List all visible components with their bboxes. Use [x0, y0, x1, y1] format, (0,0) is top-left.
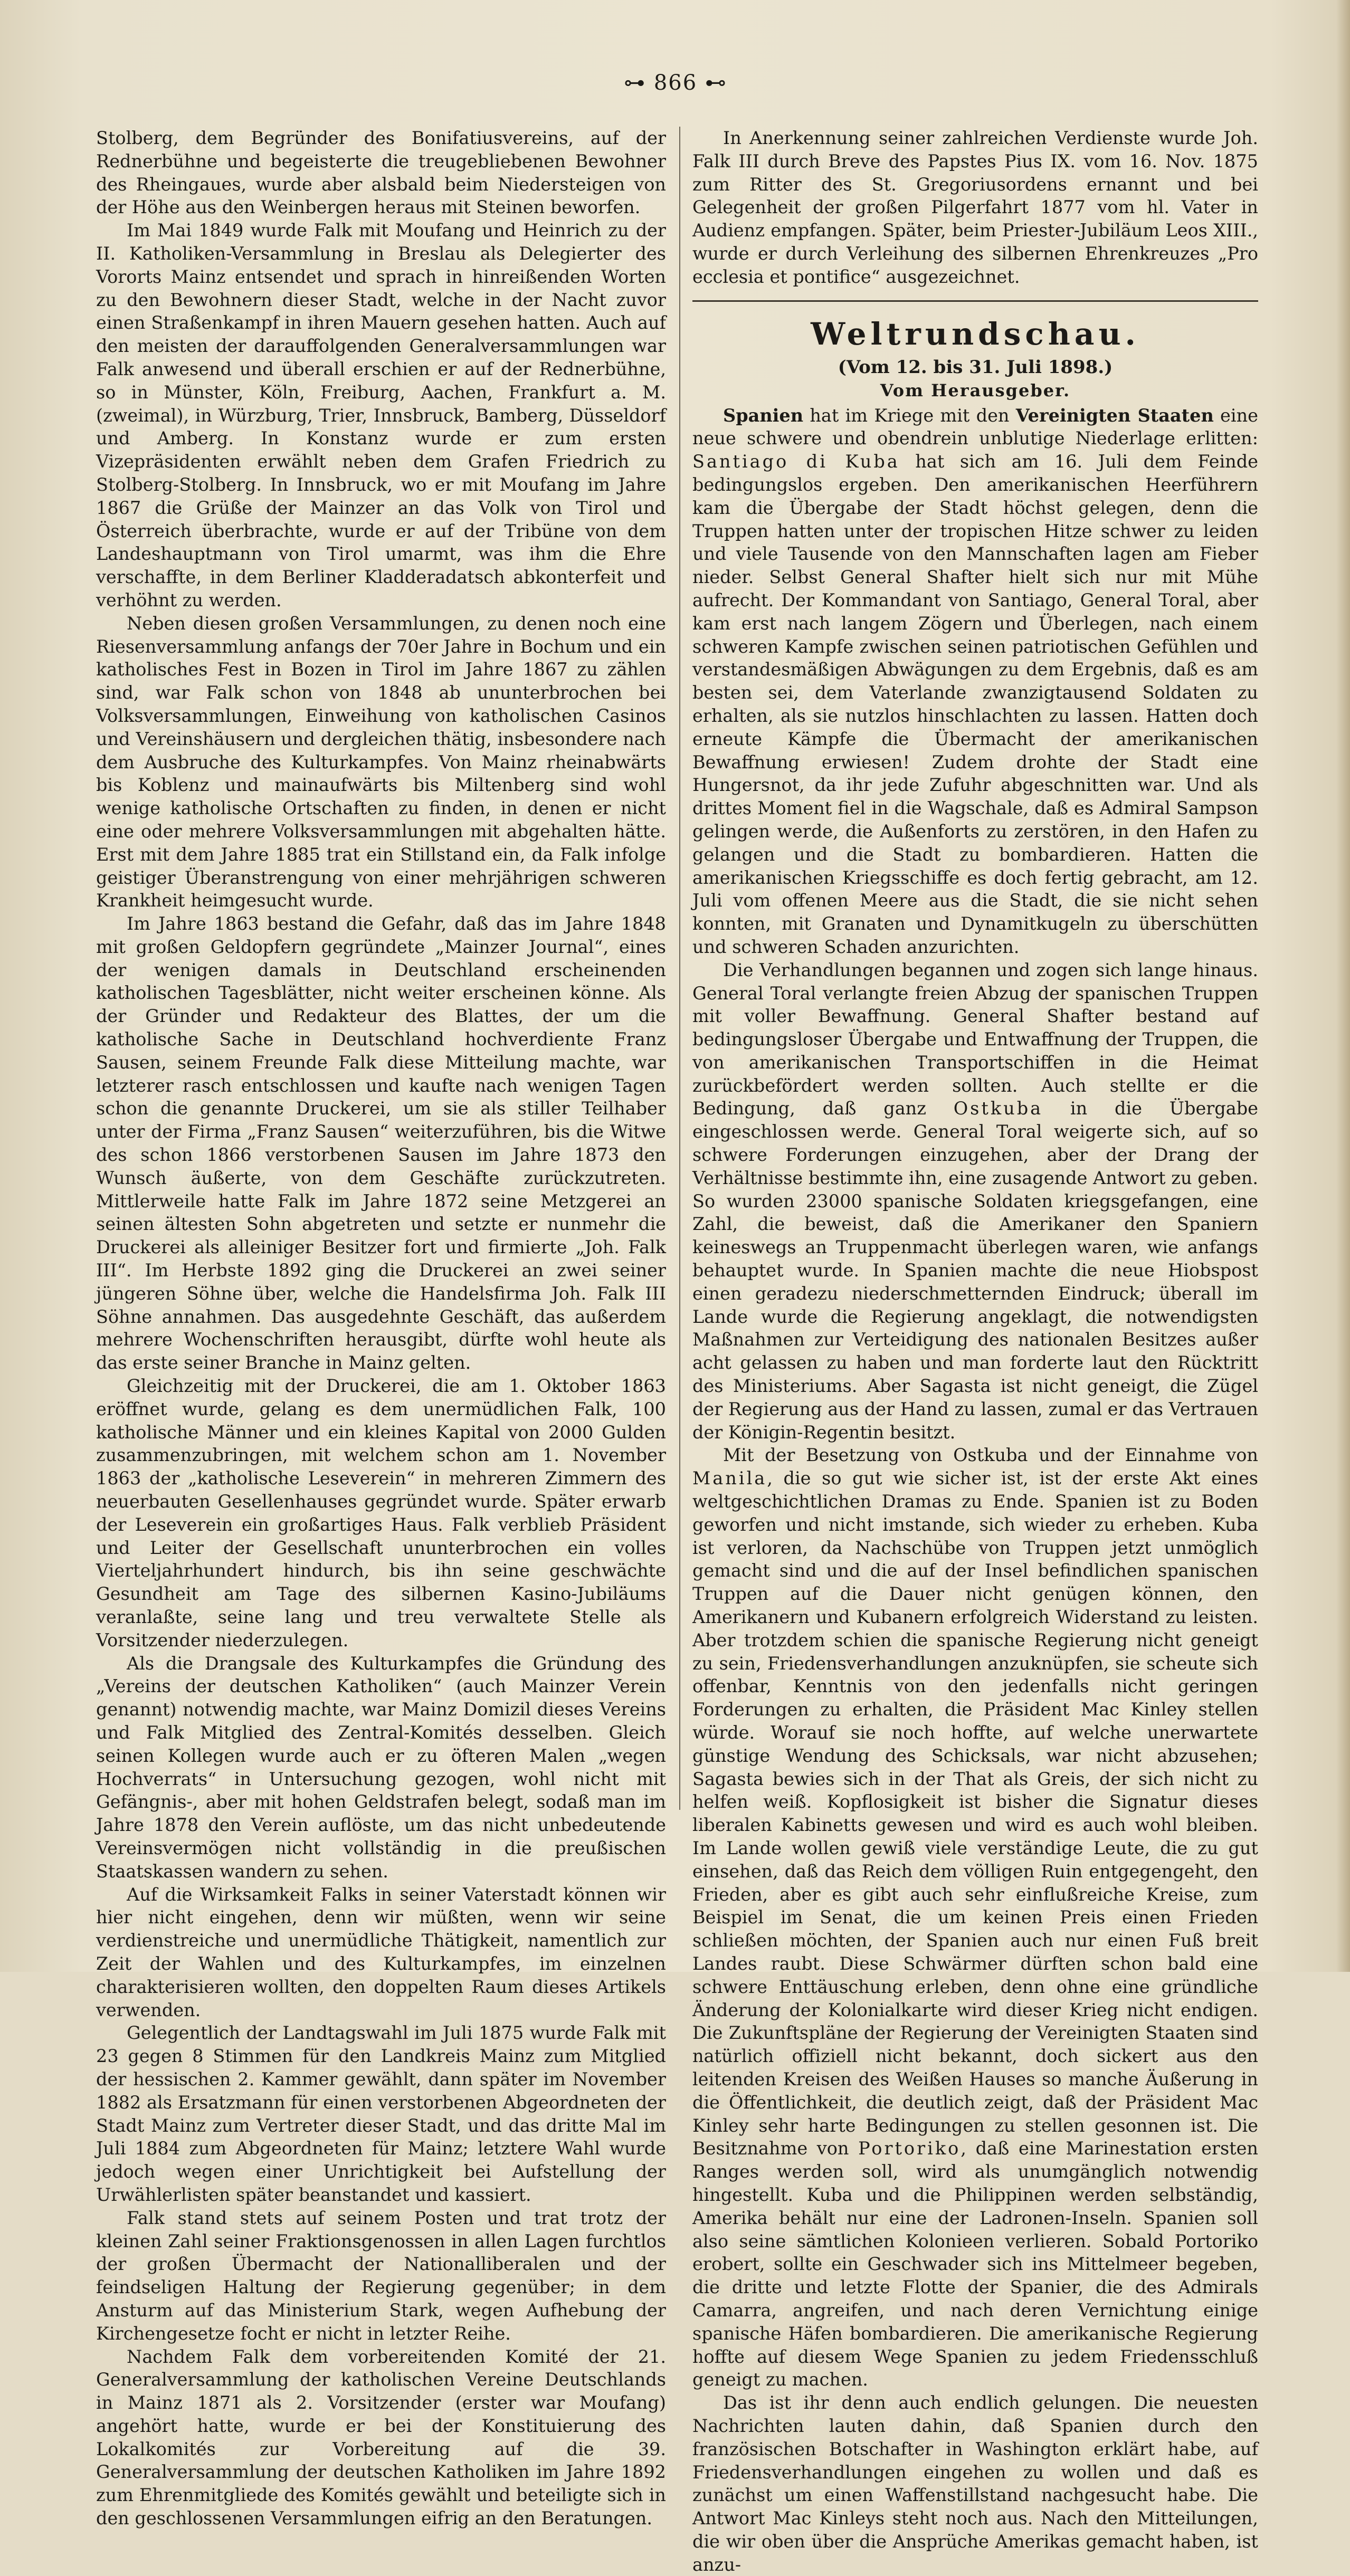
text-run: hat im Kriege mit den: [803, 405, 1016, 426]
right-column: [692, 127, 1259, 2575]
text-run: in die Übergabe eingeschlossen werde. General Toral weigerte sich, auf so schwere Forderungen einzugehen, aber der Drang der Verhältnisse bestimmte ihn, eine zusagende Antwort zu geben. So wurden 23000 spanische Soldaten kriegsgefangen, eine Zahl, die beweist, daß die Amerikaner den Spaniern keineswegs an Truppenmacht überlegen waren, wie anfangs behauptet wurde. In Spanien machte die neue Hiobspost einen geradezu niederschmetternden Eindruck; überall im Lande wurde die Regierung angeklagt, die notwendigsten Maßnahmen zur Verteidigung des nationalen Besitzes außer acht gelassen zu haben und man forderte laut den Rücktritt des Ministeriums. Aber Sagasta ist nicht geneigt, die Zügel der Regierung aus der Hand zu lassen, zumal er das Vertrauen der Königin-Regentin besitzt.: [692, 1098, 1258, 1443]
paragraph: Stolberg, dem Begründer des Bonifatiusvereins, auf der Rednerbühne und begeisterte die treugebliebenen Bewohner des Rheingaues, wurde aber alsbald beim Niedersteigen von der Höhe aus den Weinbergen heraus mit Steinen beworfen.: [96, 128, 666, 218]
country-usa: Vereinigten Staaten: [1015, 405, 1214, 426]
paragraph: In Anerkennung seiner zahlreichen Verdienste wurde Joh. Falk III durch Breve des Papstes Pius IX. vom 16. Nov. 1875 zum Ritter des St. Gregoriusordens ernannt und bei Gelegenheit der großen Pilgerfahrt 1877 vom hl. Vater in Audienz empfangen. Später, beim Priester-Jubiläum Leos XIII., wurde er durch Verleihung des silbernen Ehrenkreuzes „Pro ecclesia et pontifice“ ausgezeichnet.: [692, 128, 1258, 287]
paragraph: Gleichzeitig mit der Druckerei, die am 1. Oktober 1863 eröffnet wurde, gelang es dem unermüdlichen Falk, 100 katholische Männer und ein kleines Kapital von 2000 Gulden zusammenzubringen, mit welchem schon am 1. November 1863 der „katholische Leseverein“ in mehreren Zimmern des neuerbauten Gesellenhauses gegründet wurde. Später erwarb der Leseverein ein großartiges Haus. Falk verblieb Präsident und Leiter der Gesellschaft ununterbrochen ein volles Vierteljahrhundert hindurch, bis ihn seine geschwächte Gesundheit am Tage des silbernen Kasino-Jubiläums veranlaßte, seine lang und treu verwaltete Stelle als Vorsitzender niederzulegen.: [96, 1376, 666, 1650]
paragraph: Gelegentlich der Landtagswahl im Juli 1875 wurde Falk mit 23 gegen 8 Stimmen für den Landkreis Mainz zum Mitglied der hessischen 2. Kammer gewählt, dann später im November 1882 als Ersatzmann für einen verstorbenen Abgeordneten der Stadt Mainz zum Vertreter dieser Stadt, und das dritte Mal im Juli 1884 zum Abgeordneten für Mainz; letztere Wahl wurde jedoch wegen einer Unrichtigkeit bei Aufstellung der Urwählerlisten später beanstandet und kassiert.: [96, 2022, 666, 2205]
section-rule: [692, 300, 1258, 302]
city-santiago: Santiago di Kuba: [692, 451, 900, 472]
page-number: ⊶ 866 ⊷: [624, 71, 727, 95]
paragraph: Das ist ihr denn auch endlich gelungen. Die neuesten Nachrichten lauten dahin, daß Spanien durch den französischen Botschafter in Washington erklärt habe, auf Friedensverhandlungen eingehen zu wollen und daß es zunächst um einen Waffenstillstand nachgesucht habe. Die Antwort Mac Kinleys steht noch aus. Nach den Mitteilungen, die wir oben über die Ansprüche Amerikas gemacht haben, ist anzu-: [692, 2392, 1258, 2575]
paragraph: [692, 404, 1258, 959]
city-manila: Manila: [692, 1468, 767, 1489]
country-spain: Spanien: [723, 405, 804, 426]
paragraph: [692, 959, 1258, 1444]
left-column: [96, 127, 666, 2529]
paragraph: Im Mai 1849 wurde Falk mit Moufang und Heinrich zu der II. Katholiken-Versammlung in Breslau als Delegierter des Vororts Mainz entsendet und sprach in hinreißenden Worten zu den Bewohnern dieser Stadt, welche in der Nacht zuvor einen Straßenkampf in ihren Mauern gesehen hatten. Auch auf den meisten der darauffolgenden Generalversammlungen war Falk anwesend und überall erschien er auf der Rednerbühne, so in Münster, Köln, Freiburg, Aachen, Frankfurt a. M. (zweimal), in Würzburg, Trier, Innsbruck, Bamberg, Düsseldorf und Amberg. In Konstanz wurde er zum ersten Vizepräsidenten erwählt neben dem Grafen Friedrich zu Stolberg-Stolberg. In Innsbruck, wo er mit Moufang im Jahre 1867 die Grüße der Mainzer an das Volk von Tirol und Österreich überbrachte, wurde er auf der Tribüne von dem Landeshauptmann von Tirol umarmt, was ihm die Ehre verschaffte, in dem Berliner Kladderadatsch abkonterfeit und verhöhnt zu werden.: [96, 220, 666, 610]
paragraph: Als die Drangsale des Kulturkampfes die Gründung des „Vereins der deutschen Katholiken“ (auch Mainzer Verein genannt) notwendig machte, war Mainz Domizil dieses Vereins und Falk Mitglied des Zentral-Komités desselben. Gleich seinen Kollegen wurde auch er zu öfteren Malen „wegen Hochverrats“ in Untersuchung gezogen, wohl nicht mit Gefängnis-, aber mit hohen Geldstrafen belegt, sodaß man im Jahre 1878 den Verein auflöste, um das nicht unbedeutende Vereinsvermögen nicht vollständig in die preußischen Staatskassen wandern zu sehen.: [96, 1653, 666, 1882]
text-run: Die Verhandlungen begannen und zogen sich lange hinaus. General Toral verlangte freien Abzug der spanischen Truppen mit voller Bewaffnung. General Shafter bestand auf bedingungsloser Übergabe und Entwaffnung der Truppen, die von amerikanischen Transportschiffen in die Heimat zurückbefördert werden sollten. Auch stellte er die Bedingung, daß ganz: [692, 959, 1258, 1119]
island-portoriko: Portoriko: [858, 2138, 961, 2159]
paragraph: [692, 1444, 1258, 2391]
paragraph: Im Jahre 1863 bestand die Gefahr, daß das im Jahre 1848 mit großen Geldopfern gegründete „Mainzer Journal“, eines der wenigen damals in Deutschland erscheinenden katholischen Tagesblätter, nicht weiter erscheinen könne. Als der Gründer und Redakteur des Blattes, der um die katholische Sache in Deutschland hochverdiente Franz Sausen, seinem Freunde Falk diese Mitteilung machte, war letzterer rasch entschlossen und kaufte nach wenigen Tagen schon die genannte Druckerei, um sie als stiller Teilhaber unter der Firma „Franz Sausen“ weiterzuführen, bis die Witwe des schon 1866 verstorbenen Sausen im Jahre 1873 den Wunsch äußerte, von dem Geschäfte zurückzutreten. Mittlerweile hatte Falk im Jahre 1872 seine Metzgerei an seinen ältesten Sohn abgetreten und setzte er nunmehr die Druckerei als alleiniger Besitzer fort und firmierte „Joh. Falk III“. Im Herbste 1892 ging die Druckerei an zwei seiner jüngeren Söhne über, welche die Handelsfirma Joh. Falk III Söhne annahmen. Das ausgedehnte Geschäft, das außerdem mehrere Wochenschriften herausgibt, dürfte wohl heute als das erste seiner Branche in Mainz gelten.: [96, 913, 666, 1373]
section-title: Weltrundschau.: [811, 316, 1140, 352]
paragraph: Auf die Wirksamkeit Falks in seiner Vaterstadt können wir hier nicht eingehen, denn wir müßten, wenn wir seine verdienstreiche und unermüdliche Thätigkeit, namentlich zur Zeit der Wahlen und des Kulturkampfes, im einzelnen charakterisieren wollten, den doppelten Raum dieses Artikels verwenden.: [96, 1884, 666, 2020]
paragraph: Neben diesen großen Versammlungen, zu denen noch eine Riesenversammlung anfangs der 70er Jahre in Bochum und ein katholisches Fest in Bozen in Tirol im Jahre 1867 zu zählen sind, war Falk schon von 1848 ab ununterbrochen bei Volksversammlungen, Einweihung von katholischen Casinos und Vereinshäusern und dergleichen thätig, insbesondere nach dem Ausbruche des Kulturkampfes. Von Mainz rheinabwärts bis Koblenz und mainaufwärts bis Miltenberg sind wohl wenige katholische Ortschaften zu finden, in denen er nicht eine oder mehrere Volksversammlungen mit abgehalten hätte. Erst mit dem Jahre 1885 trat ein Stillstand ein, da Falk infolge geistiger Überanstrengung von einer mehrjährigen schweren Krankheit heimgesucht wurde.: [96, 613, 666, 911]
section-author: Vom Herausgeber.: [880, 380, 1071, 400]
paragraph: Nachdem Falk dem vorbereitenden Komité der 21. Generalversammlung der katholischen Vereine Deutschlands in Mainz 1871 als 2. Vorsitzender (erster war Moufang) angehört hatte, wurde er bei der Konstituierung des Lokalkomités zur Vorbereitung auf die 39. Generalversammlung der deutschen Katholiken im Jahre 1892 zum Ehrenmitgliede des Komités gewählt und beteiligte sich in den geschlossenen Versammlungen eifrig an den Beratungen.: [96, 2346, 666, 2529]
text-run: , die so gut wie sicher ist, ist der erste Akt eines weltgeschichtlichen Dramas zu Ende. Spanien ist zu Boden geworfen und nicht imstande, sich wieder zu erheben. Kuba ist verloren, da Nachschübe von Truppen jetzt unmöglich gemacht sind und die auf der Insel befindlichen spanischen Truppen auf die Dauer nicht genügen können, den Amerikanern und Kubanern erfolgreich Widerstand zu leisten. Aber trotzdem schien die spanische Regierung nicht geneigt zu sein, Friedensverhandlungen anzuknüpfen, sie scheute sich offenbar, Kenntnis von den jedenfalls nicht geringen Forderungen zu erhalten, die Präsident Mac Kinley stellen würde. Worauf sie noch hoffte, auf welche unerwartete günstige Wendung des Schicksals, war nicht abzusehen; Sagasta bewies sich in der That als Greis, der sich nicht zu helfen weiß. Kopflosigkeit ist bisher die Signatur dieses liberalen Kabinetts gewesen und wird es auch wohl bleiben. Im Lande wollen gewiß viele verständige Leute, die zu gut einsehen, daß das Reich dem völligen Ruin entgegengeht, den Frieden, aber es gibt auch sehr einflußreiche Kreise, zum Beispiel im Senat, die um keinen Preis einen Frieden schließen möchten, der Spanien auch nur einen Fuß breit Landes raubt. Diese Schwärmer dürften schon bald eine schwere Enttäuschung erleben, denn ohne eine gründliche Änderung der Kolonialkarte wird dieser Krieg nicht endigen. Die Zukunftspläne der Regierung der Vereinigten Staaten sind natürlich offiziell nicht bekannt, doch sickert aus den leitenden Kreisen des Weißen Hauses so manche Äußerung in die Öffentlichkeit, die deutlich zeigt, daß der Präsident Mac Kinley sehr harte Bedingungen zu stellen gesonnen ist. Die Besitznahme von: [692, 1468, 1258, 2159]
column-divider: [679, 127, 680, 1810]
page-edge-shadow: [1336, 0, 1350, 1972]
section-dates: (Vom 12. bis 31. Juli 1898.): [838, 356, 1113, 378]
text-run: Mit der Besetzung von Ostkuba und der Einnahme von: [723, 1445, 1258, 1466]
text-run: hat sich am 16. Juli dem Feinde bedingungslos ergeben. Den amerikanischen Heerführern kam die Übergabe der Stadt höchst gelegen, denn die Truppen hatten unter der tropischen Hitze schwer zu leiden und viele Tausende von den Mannschaften lagen am Fieber nieder. Selbst General Shafter hielt sich nur mit Mühe aufrecht. Der Kommandant von Santiago, General Toral, aber kam erst nach langem Zögern und Überlegen, nach einem schweren Kampfe zwischen seinen patriotischen Gefühlen und verstandesmäßigen Abwägungen zu dem Ergebnis, daß es am besten sei, dem Vaterlande zwanzigtausend Soldaten zu erhalten, als sie nutzlos hinschlachten zu lassen. Hatten doch erneute Kämpfe die Übermacht der amerikanischen Bewaffnung erwiesen! Zudem drohte der Stadt eine Hungersnot, da ihr jede Zufuhr abgeschnitten war. Und als drittes Moment fiel in die Wagschale, daß es Admiral Sampson gelingen werde, die Außenforts zu zerstören, in den Hafen zu gelangen und die Stadt zu bombardieren. Hatten die amerikanischen Kriegsschiffe es doch fertig gebracht, am 12. Juli vom offenen Meere aus die Stadt, die sie nicht sehen konnten, mit Granaten und Dynamitkugeln zu überschütten und schweren Schaden anzurichten.: [692, 451, 1259, 957]
text-run: , daß eine Marinestation ersten Ranges werden soll, wird als unumgänglich notwendig hingestellt. Kuba und die Philippinen werden selbständig, Amerika behält nur eine der Ladronen-Inseln. Spanien soll also seine sämtlichen Kolonieen verlieren. Sobald Portoriko erobert, sollte ein Geschwader sich ins Mittelmeer begeben, die dritte und letzte Flotte der Spanier, die des Admirals Camarra, angreifen, und nach deren Vernichtung einige spanische Häfen bombardieren. Die amerikanische Regierung hoffte auf diesem Wege Spanien zu jedem Friedensschluß geneigt zu machen.: [692, 2138, 1258, 2390]
region-ostkuba: Ostkuba: [953, 1098, 1043, 1119]
paragraph: Falk stand stets auf seinem Posten und trat trotz der kleinen Zahl seiner Fraktionsgenossen in allen Lagen furchtlos der großen Übermacht der Nationalliberalen und der feindseligen Haltung der Regierung gegenüber; in dem Ansturm auf das Ministerium Stark, wegen Aufhebung der Kirchengesetze focht er nicht in letzter Reihe.: [96, 2207, 666, 2344]
text-run: eine neue schwere und obendrein unblutige Niederlage erlitten:: [692, 405, 1258, 449]
